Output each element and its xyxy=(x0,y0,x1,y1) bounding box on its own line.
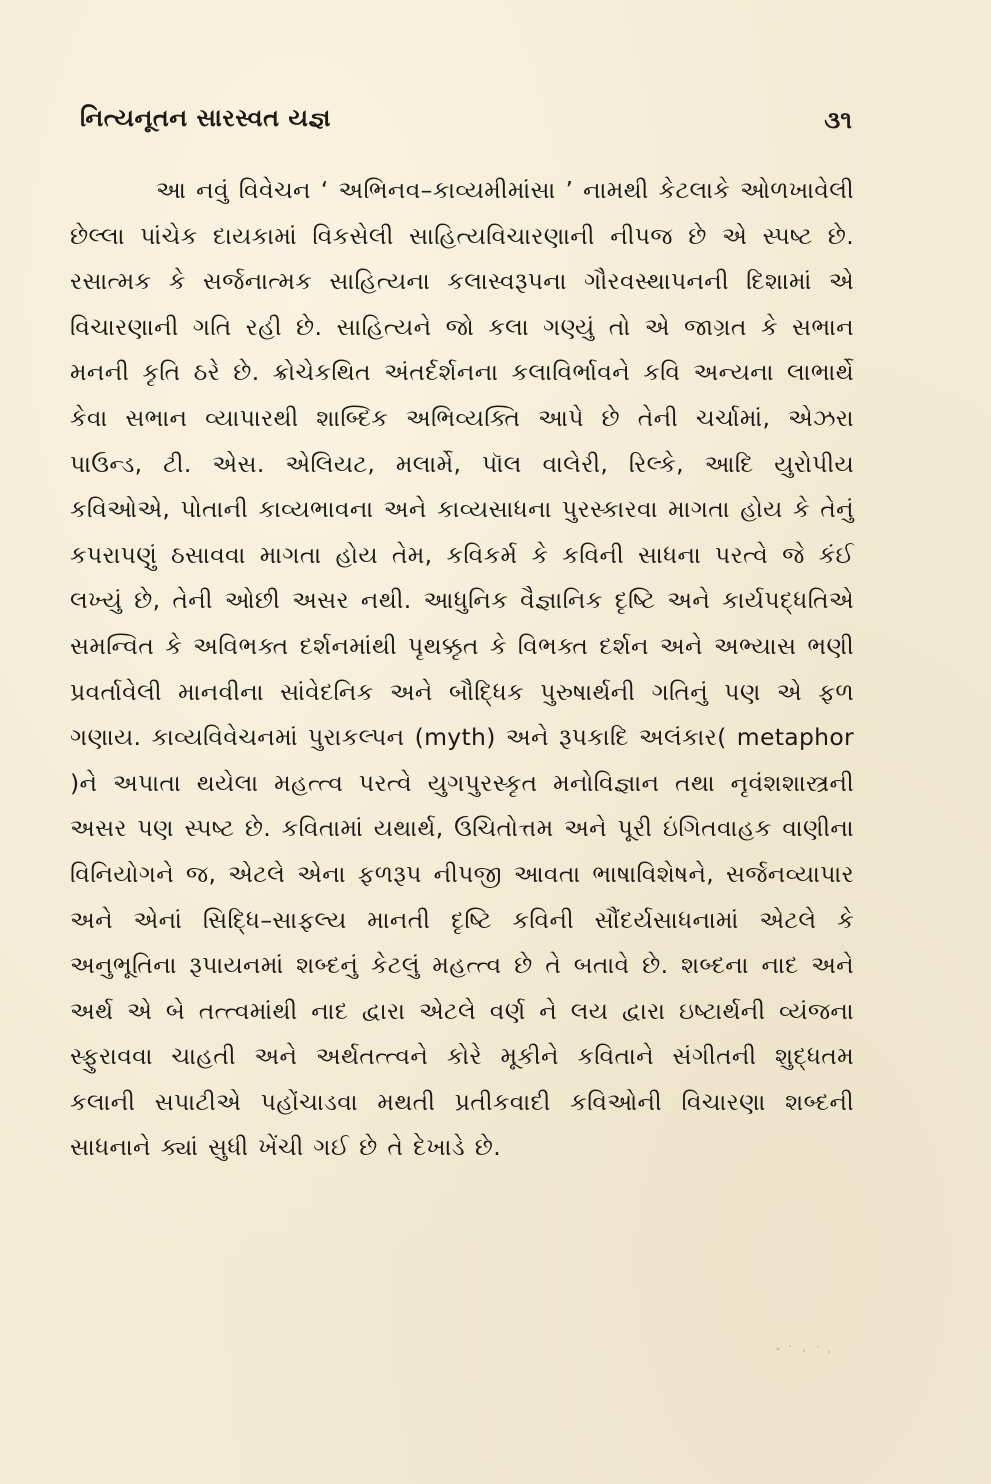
running-head-title: નિત્યનૂતન સારસ્વત યજ્ઞ xyxy=(80,104,331,132)
running-head xyxy=(80,104,852,144)
body-paragraph: આ નવું વિવેચન ‘ અભિનવ–કાવ્યમીમાંસા ’ નામથી કેટલાકે ઓળખાવેલી છેલ્લા પાંચેક દાયકામાં વિકસેલી સાહિત્યવિચારણાની નીપજ છે એ સ્પષ્ટ છે. રસાત્મક કે સર્જનાત્મક સાહિત્યના કલાસ્વરૂપના ગૌરવસ્થાપનની દિશામાં એ વિચારણાની ગતિ રહી છે. સાહિત્યને જો કલા ગણ્યું તો એ જાગ્રત કે સભાન મનની કૃતિ ઠરે છે. ક્રોચેકથિત અંતર્દર્શનના કલાવિર્ભાવને કવિ અન્યના લાભાર્થે કેવા સભાન વ્યાપારથી શાબ્દિક અભિવ્યક્તિ આપે છે તેની ચર્ચામાં, એઝરા પાઉન્ડ, ટી. એસ. એલિયટ, મલાર્મે, પૉલ વાલેરી, રિલ્કે, આદિ યુરોપીય કવિઓએ, પોતાની કાવ્યભાવના અને કાવ્યસાધના પુરસ્કારવા માગતા હોય કે તેનું કપરાપણું ઠસાવવા માગતા હોય તેમ, કવિકર્મ કે કવિની સાધના પરત્વે જે કંઈ લખ્યું છે, તેની ઓછી અસર નથી. આધુનિક વૈજ્ઞાનિક દૃષ્ટિ અને કાર્યપદ્ધતિએ સમન્વિત કે અવિભક્ત દર્શનમાંથી પૃથક્કૃત કે વિભક્ત દર્શન અને અભ્યાસ ભણી પ્રવર્તાવેલી માનવીના સાંવેદનિક અને બૌદ્ધિક પુરુષાર્થની ગતિનું પણ એ ફળ ગણાય. કાવ્યવિવેચનમાં પુરાકલ્પન (myth) અને રૂપકાદિ અલંકાર( metaphor )ને અપાતા થયેલા મહત્ત્વ પરત્વે યુગપુરસ્કૃત મનોવિજ્ઞાન તથા નૃવંશશાસ્ત્રની અસર પણ સ્પષ્ટ છે. કવિતામાં યથાર્થ, ઉચિતોત્તમ અને પૂરી ઇંગિતવાહક વાણીના વિનિયોગને જ, એટલે એના ફળરૂપ નીપજી આવતા ભાષાવિશેષને, સર્જનવ્યાપાર અને એનાં સિદ્ધિ–સાફલ્ય માનતી દૃષ્ટિ કવિની સૌંદર્યસાધનામાં એટલે કે અનુભૂતિના રૂપાયનમાં શબ્દનું કેટલું મહત્ત્વ છે તે બતાવે છે. શબ્દના નાદ અને અર્થ એ બે તત્ત્વમાંથી નાદ દ્વારા એટલે વર્ણ ને લય દ્વારા ઇષ્ટાર્થની વ્યંજના સ્ફુરાવવા ચાહતી અને અર્થતત્ત્વને કોરે મૂકીને કવિતાને સંગીતની શુદ્ધતમ કલાની સપાટીએ પહોંચાડવા મથતી પ્રતીકવાદી કવિઓની વિચારણા શબ્દની સાધનાને ક્યાં સુધી ખેંચી ગઈ છે તે દેખાડે છે. xyxy=(70,176,854,1162)
page-number: ૩૧ xyxy=(824,106,852,134)
paper-blemish-icon xyxy=(768,1340,838,1358)
